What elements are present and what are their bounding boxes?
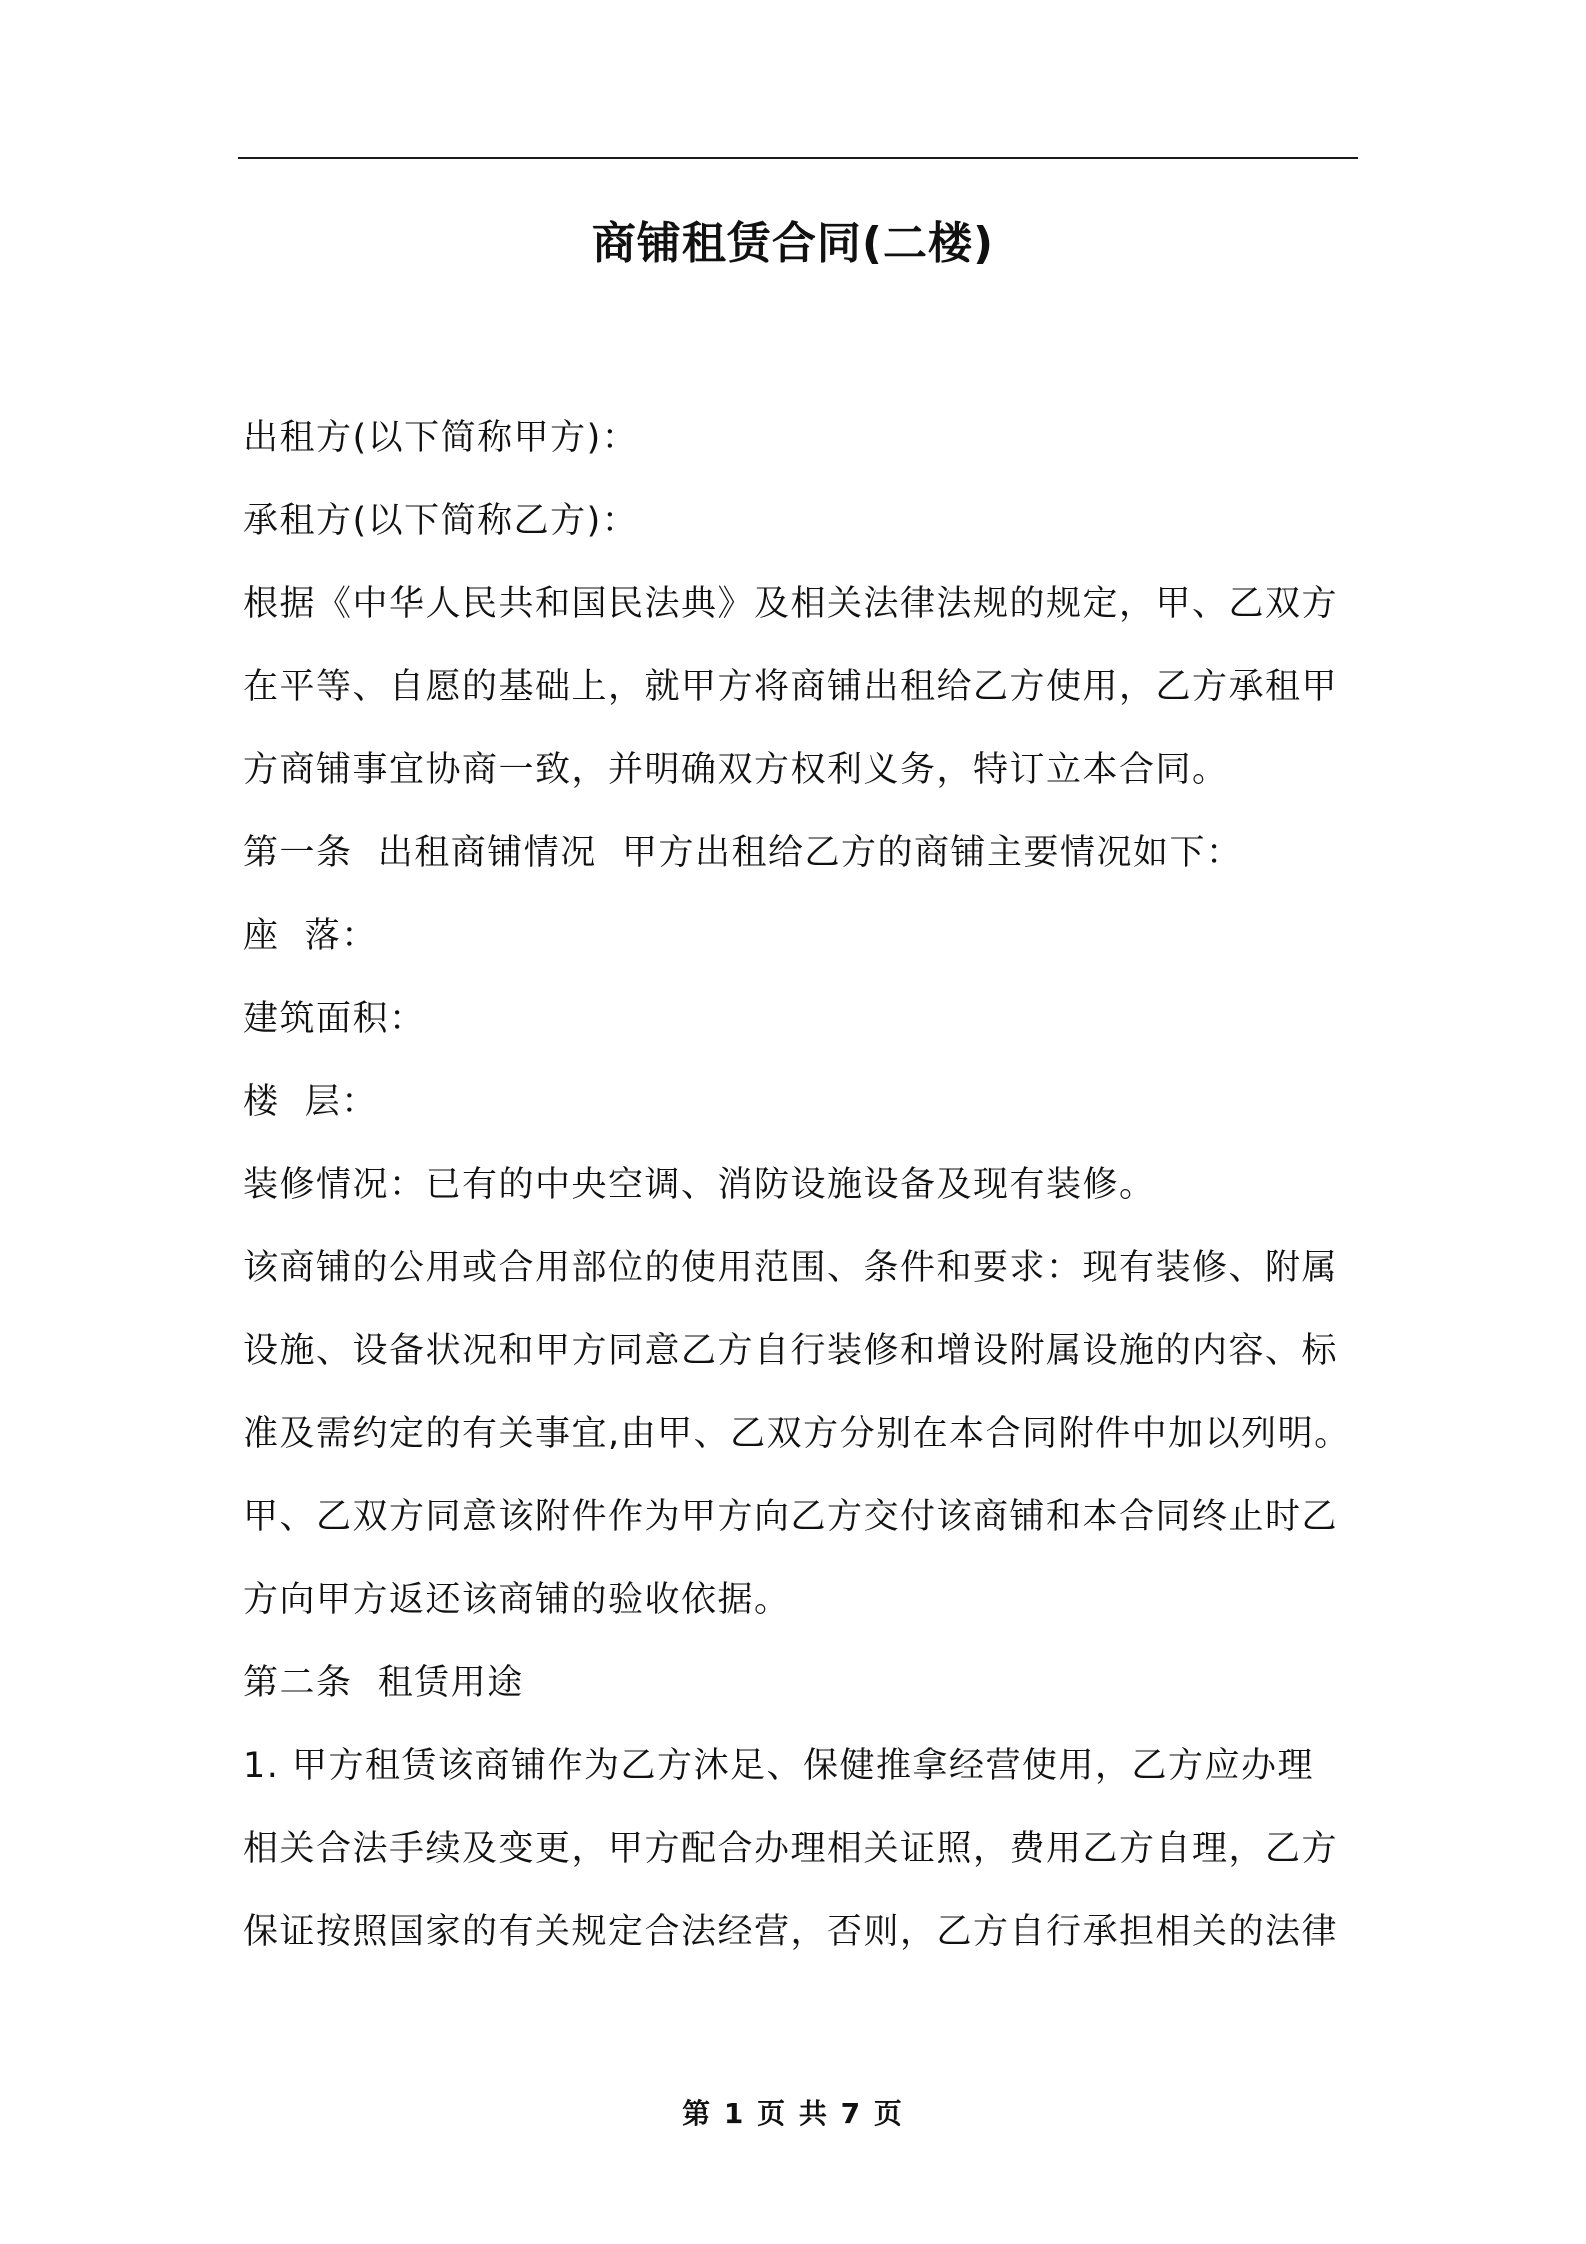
page-number: 第 1 页 共 7 页 bbox=[682, 2097, 904, 2130]
article-2-item-1-line-1: 1. 甲方租赁该商铺作为乙方沐足、保健推拿经营使用，乙方应办理 bbox=[243, 1746, 1315, 1786]
article-2-heading: 第二条 租赁用途 bbox=[243, 1663, 524, 1703]
header-rule bbox=[238, 157, 1358, 159]
clause-lessee: 承租方(以下简称乙方)： bbox=[243, 501, 639, 541]
preamble-line-3: 方商铺事宜协商一致，并明确双方权利义务，特订立本合同。 bbox=[243, 750, 1229, 790]
field-decoration: 装修情况：已有的中央空调、消防设施设备及现有装修。 bbox=[243, 1165, 1156, 1205]
preamble-line-2: 在平等、自愿的基础上，就甲方将商铺出租给乙方使用，乙方承租甲 bbox=[243, 667, 1339, 707]
common-parts-line-1: 该商铺的公用或合用部位的使用范围、条件和要求：现有装修、附属 bbox=[243, 1248, 1339, 1288]
field-floor: 楼 层： bbox=[243, 1082, 378, 1122]
field-location: 座 落： bbox=[243, 916, 378, 956]
common-parts-line-3: 准及需约定的有关事宜,由甲、乙双方分别在本合同附件中加以列明。 bbox=[243, 1414, 1351, 1454]
article-2-item-1-line-2: 相关合法手续及变更，甲方配合办理相关证照，费用乙方自理，乙方 bbox=[243, 1829, 1339, 1869]
common-parts-line-4: 甲、乙双方同意该附件作为甲方向乙方交付该商铺和本合同终止时乙 bbox=[243, 1497, 1339, 1537]
common-parts-line-2: 设施、设备状况和甲方同意乙方自行装修和增设附属设施的内容、标 bbox=[243, 1331, 1339, 1371]
document-title: 商铺租赁合同(二楼) bbox=[591, 218, 995, 269]
field-floor-area: 建筑面积： bbox=[243, 999, 426, 1039]
article-2-item-1-line-3: 保证按照国家的有关规定合法经营，否则，乙方自行承担相关的法律 bbox=[243, 1912, 1339, 1952]
document-body bbox=[243, 411, 1358, 1988]
preamble-line-1: 根据《中华人民共和国民法典》及相关法律法规的规定，甲、乙双方 bbox=[243, 584, 1339, 624]
common-parts-line-5: 方向甲方返还该商铺的验收依据。 bbox=[243, 1580, 791, 1620]
clause-lessor: 出租方(以下简称甲方)： bbox=[243, 418, 639, 458]
article-1-heading: 第一条 出租商铺情况 甲方出租给乙方的商铺主要情况如下： bbox=[243, 833, 1243, 873]
